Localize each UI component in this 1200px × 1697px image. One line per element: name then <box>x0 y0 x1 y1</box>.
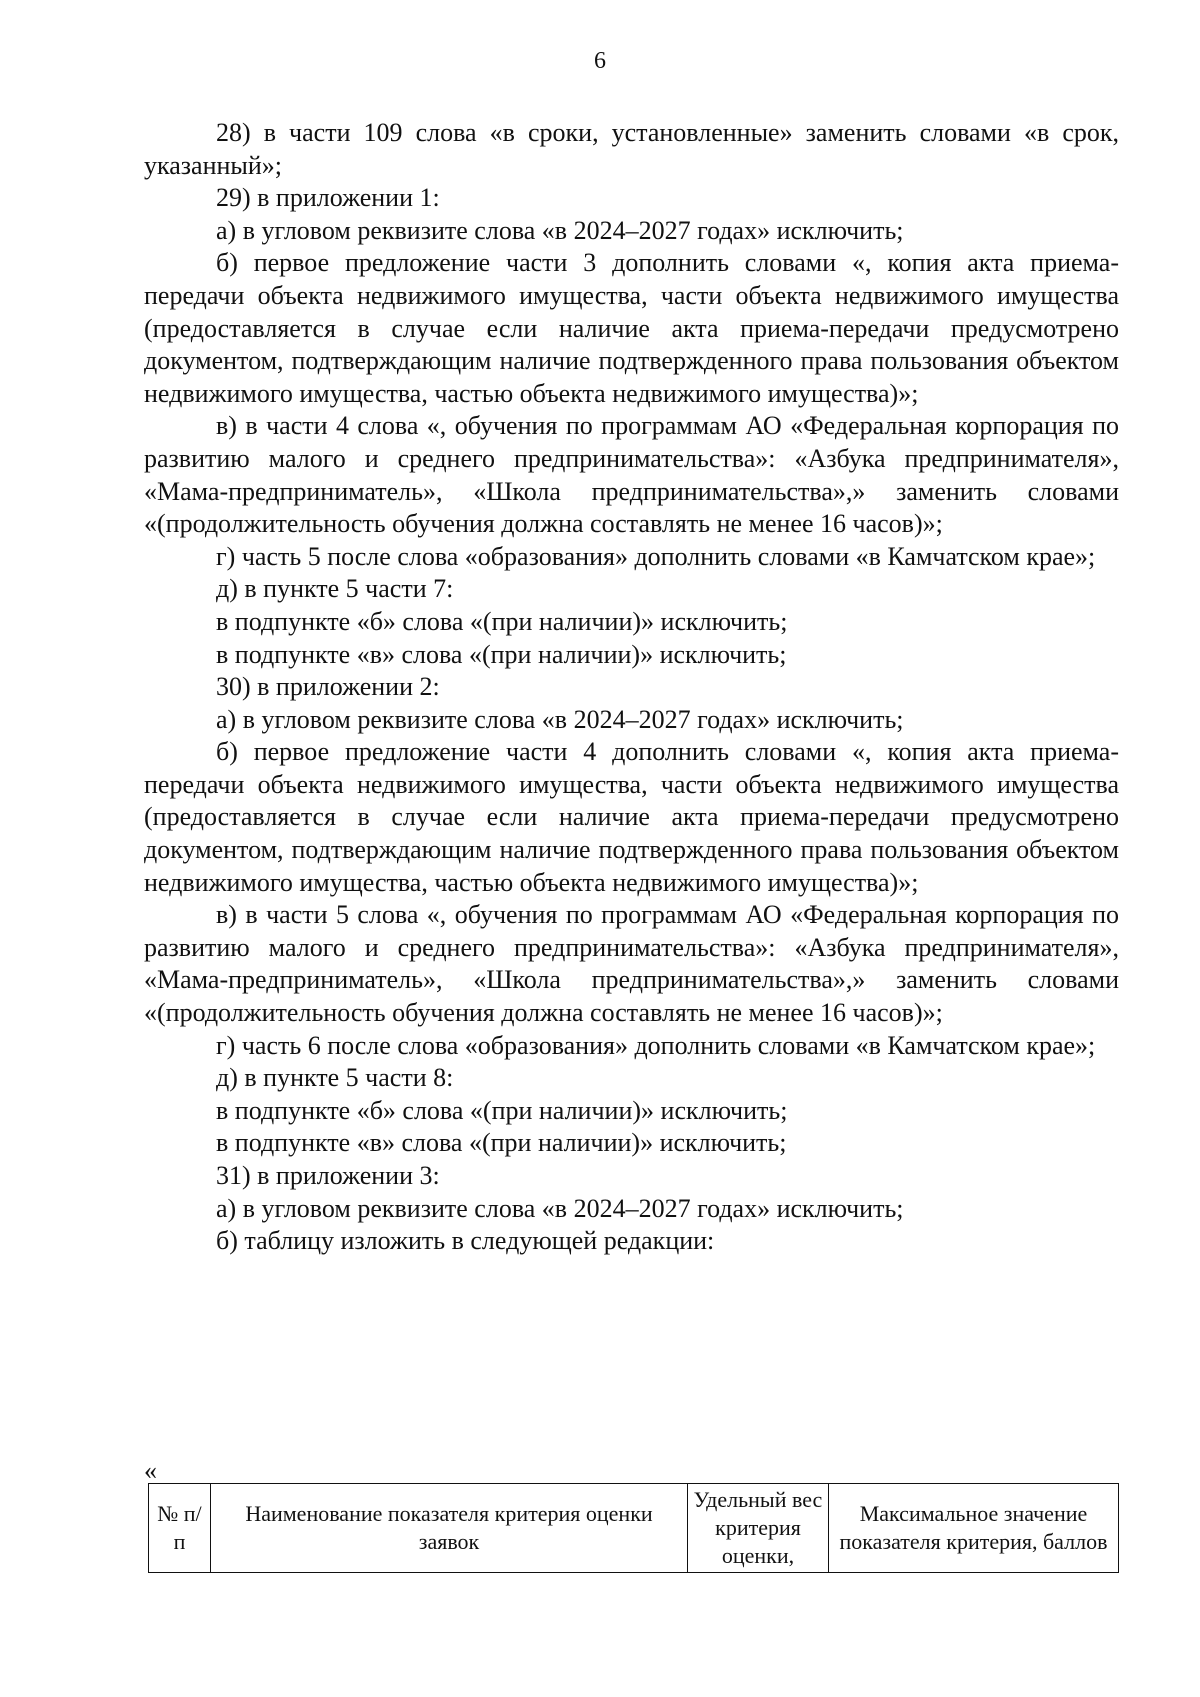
paragraph: в подпункте «б» слова «(при наличии)» исключить; <box>216 606 788 636</box>
paragraph: а) в угловом реквизите слова «в 2024–2027 годах» исключить; <box>216 704 904 734</box>
paragraph: 28) в части 109 слова «в сроки, установленные» заменить словами «в срок, указанный»; <box>144 118 1119 180</box>
table-opening-quote: « <box>144 1456 157 1485</box>
paragraph: в) в части 4 слова «, обучения по программам АО «Федеральная корпорация по развитию малого и среднего предпринимательства»: «Азбука предпринимателя», «Мама-предприниматель», «Школа предпринимательства»,» заменить словами «(продолжительность обучения должна составлять не менее 16 часов)»; <box>144 411 1119 539</box>
paragraph: б) первое предложение части 4 дополнить словами «, копия акта приема-передачи объекта недвижимого имущества, части объекта недвижимого имущества (предоставляется в случае если наличие акта приема-передачи предусмотрено документом, подтверждающим наличие подтвержденного права пользования объектом недвижимого имущества, частью объекта недвижимого имущества)»; <box>144 737 1119 897</box>
page-number: 6 <box>594 48 606 74</box>
paragraph: б) таблицу изложить в следующей редакции: <box>216 1226 715 1256</box>
criteria-table <box>148 1483 1119 1573</box>
paragraph: в подпункте «в» слова «(при наличии)» исключить; <box>216 639 787 669</box>
paragraph: в) в части 5 слова «, обучения по программам АО «Федеральная корпорация по развитию малого и среднего предпринимательства»: «Азбука предпринимателя», «Мама-предприниматель», «Школа предпринимательства»,» заменить словами «(продолжительность обучения должна составлять не менее 16 часов)»; <box>144 900 1119 1028</box>
paragraph: в подпункте «б» слова «(при наличии)» исключить; <box>216 1095 788 1125</box>
header-weight: Удельный вес критерия оценки, <box>688 1484 829 1573</box>
paragraph: 29) в приложении 1: <box>216 183 440 213</box>
paragraph: д) в пункте 5 части 8: <box>216 1063 454 1093</box>
paragraph: г) часть 5 после слова «образования» дополнить словами «в Камчатском крае»; <box>216 541 1096 571</box>
paragraph: 31) в приложении 3: <box>216 1161 440 1190</box>
header-indicator-name: Наименование показателя критерия оценки заявок <box>211 1484 688 1573</box>
table-header-row <box>149 1484 1119 1573</box>
header-max-value: Максимальное значение показателя критерия, баллов <box>829 1484 1119 1573</box>
paragraph: а) в угловом реквизите слова «в 2024–2027 годах» исключить; <box>216 215 904 245</box>
paragraph: г) часть 6 после слова «образования» дополнить словами «в Камчатском крае»; <box>216 1030 1096 1060</box>
paragraph: а) в угловом реквизите слова «в 2024–2027 годах» исключить; <box>216 1193 904 1223</box>
document-body <box>144 117 1119 1258</box>
paragraph: 30) в приложении 2: <box>216 672 440 702</box>
paragraph: д) в пункте 5 части 7: <box>216 574 454 604</box>
header-number: № п/п <box>149 1484 211 1573</box>
paragraph: б) первое предложение части 3 дополнить словами «, копия акта приема-передачи объекта недвижимого имущества, части объекта недвижимого имущества (предоставляется в случае если наличие акта приема-передачи предусмотрено документом, подтверждающим наличие подтвержденного права пользования объектом недвижимого имущества, частью объекта недвижимого имущества)»; <box>144 248 1119 408</box>
paragraph: в подпункте «в» слова «(при наличии)» исключить; <box>216 1128 787 1158</box>
